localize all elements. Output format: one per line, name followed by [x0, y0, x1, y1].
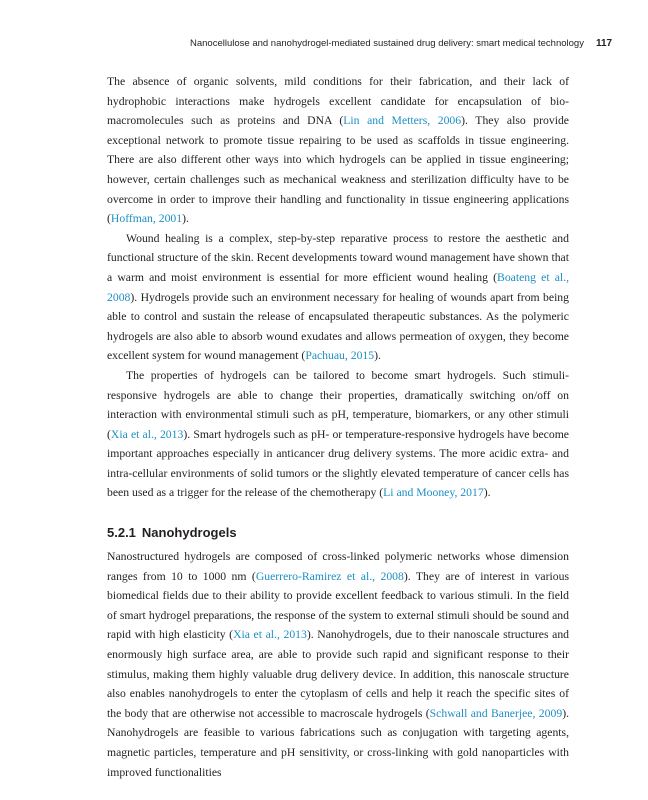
text-run: ).: [483, 486, 491, 500]
paragraph-nanohydrogels: [107, 547, 569, 782]
text-run: ).: [182, 212, 189, 226]
text-run: ). They also provide exceptional network to promote tissue repairing to be used as scaffolds in tissue engineering. There are also different other ways into which hydrogels can be applied in tissue engineering; however, certain challenges such as mechanical weakness and sterilization difficulty have to be overcome in order to improve their handling and functionality in tissue engineering applications (: [107, 114, 569, 226]
section-heading: [107, 524, 569, 542]
citation-link[interactable]: Boateng et al., 2008: [107, 270, 569, 304]
section-title: Nanohydrogels: [141, 525, 237, 541]
text-run: ). They are of interest in various biomedical fields due to their ability to provide excellent feedback to various stimuli. In the field of smart hydrogel preparations, the response of the system to external stimuli should be sound and rapid with high elasticity (: [107, 569, 569, 642]
text-run: ). Nanohydrogels, due to their nanoscale structures and enormously high surface area, are able to provide such rapid and significant response to their stimulus, making them highly valuable drug delivery device. In addition, this nanoscale structure also enables nanohydrogels to enter the cytoplasm of cells and help it reach the specific sites of the body that are otherwise not accessible to macroscale hydrogels (: [107, 628, 570, 720]
running-title: Nanocellulose and nanohydrogel-mediated sustained drug delivery: smart medical technology: [190, 38, 584, 49]
citation-link[interactable]: Xia et al., 2013: [233, 628, 307, 642]
text-run: The properties of hydrogels can be tailored to become smart hydrogels. Such stimuli-responsive hydrogels are able to change their properties, dramatically switching on/off on interaction with environmental stimuli such as pH, temperature, biomarkers, or any other stimuli (: [107, 368, 569, 441]
paragraph-wound-healing: [107, 229, 569, 366]
citation-link[interactable]: Schwall and Banerjee, 2009: [429, 706, 563, 720]
citation-link[interactable]: Lin and Metters, 2006: [343, 114, 462, 128]
text-run: The absence of organic solvents, mild conditions for their fabrication, and their lack of hydrophobic interactions make hydrogels excellent candidate for encapsulation of biomacromolecules such as proteins and DNA (: [107, 75, 569, 128]
citation-link[interactable]: Xia et al., 2013: [110, 427, 184, 441]
running-header: [190, 38, 613, 49]
citation-link[interactable]: Hoffman, 2001: [110, 212, 183, 226]
paragraph-hydrogel-encapsulation: [107, 72, 569, 229]
text-run: ). Smart hydrogels such as pH- or temperature-responsive hydrogels have become important approaches especially in anticancer drug delivery systems. The more acidic extra- and intra-cellular environments of solid tumors or the slightly elevated temperature of cancer cells has been used as a trigger for the release of the chemotherapy (: [107, 427, 569, 500]
section-number: 5.2.1: [107, 525, 136, 541]
citation-link[interactable]: Li and Mooney, 2017: [383, 486, 484, 500]
citation-link[interactable]: Pachuau, 2015: [305, 349, 375, 363]
text-run: ). Nanohydrogels are feasible to various fabrications such as conjugation with targeting agents, magnetic particles, temperature and pH sensitivity, or cross-linking with gold nanoparticles with improved functionalities: [107, 706, 570, 779]
citation-link[interactable]: Guerrero-Ramirez et al., 2008: [255, 569, 404, 583]
text-run: Wound healing is a complex, step-by-step reparative process to restore the aesthetic and functional structure of the skin. Recent developments toward wound management have shown that a warm and moist environment is essential for more efficient wound healing (: [107, 231, 569, 284]
text-run: Nanostructured hydrogels are composed of cross-linked polymeric networks whose dimension ranges from 10 to 1000 nm (: [107, 550, 569, 583]
page-number: 117: [595, 38, 613, 49]
text-run: ).: [374, 349, 381, 363]
text-run: ). Hydrogels provide such an environment necessary for healing of wounds apart from being able to control and sustain the release of encapsulated therapeutic substances. As the polymeric hydrogels are also able to absorb wound exudates and allows permeation of oxygen, they become excellent system for wound management (: [107, 290, 569, 363]
paragraph-smart-hydrogels: [107, 366, 569, 503]
body-text: [107, 72, 569, 782]
